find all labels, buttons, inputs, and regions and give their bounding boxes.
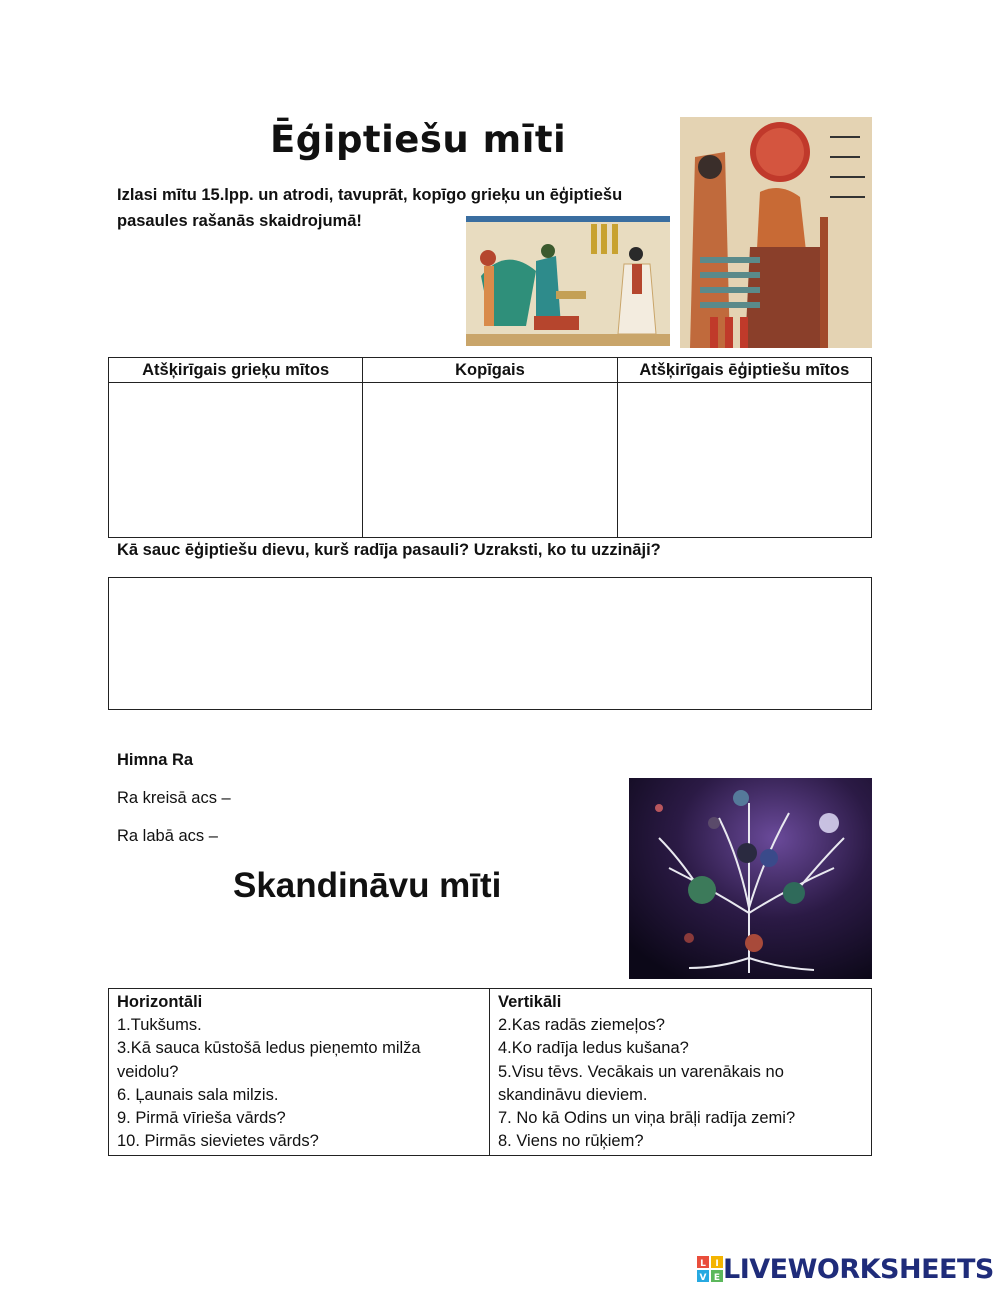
answer-cell-egyptian[interactable] (617, 383, 871, 538)
world-tree-image (629, 778, 872, 979)
badge-letter: I (715, 1259, 719, 1269)
answer-cell-greek[interactable] (109, 383, 363, 538)
page-title: Ēģiptiešu mīti (270, 118, 567, 161)
vertical-clues (490, 989, 872, 1156)
clue-item: 8. Viens no rūķiem? (498, 1132, 644, 1151)
answer-cell-common[interactable] (363, 383, 617, 538)
ra-right-eye-label: Ra labā acs – (117, 827, 218, 845)
header-egyptian-different: Atšķirīgais ēģiptiešu mītos (617, 358, 871, 383)
instruction-text: Izlasi mītu 15.lpp. un atrodi, tavuprāt, kopīgo grieķu un ēģiptiešu pasaules rašanās skaidrojumā! (117, 186, 623, 230)
horizontal-heading: Horizontāli (117, 993, 203, 1011)
clue-item: 6. Ļaunais sala milzis. (117, 1085, 279, 1104)
clue-item: 5.Visu tēvs. Vecākais un varenākais no skandināvu dieviem. (498, 1062, 784, 1104)
clue-item: 2.Kas radās ziemeļos? (498, 1016, 665, 1035)
question-text: Kā sauc ēģiptiešu dievu, kurš radīja pasauli? Uzraksti, ko tu uzzināji? (117, 541, 661, 559)
clue-item: 3.Kā sauca kūstošā ledus pieņemto milža veidolu? (117, 1039, 421, 1081)
clue-item: 1.Tukšums. (117, 1016, 202, 1035)
section-title-scandinavian: Skandināvu mīti (233, 866, 502, 905)
liveworksheets-logo[interactable] (697, 1254, 994, 1284)
badge-letter: L (700, 1259, 706, 1269)
egyptian-fresco-image (466, 216, 670, 346)
clue-item: 9. Pirmā vīrieša vārds? (117, 1109, 286, 1128)
vertical-heading: Vertikāli (498, 993, 562, 1011)
crossword-clues-table (108, 988, 872, 1156)
header-common: Kopīgais (363, 358, 617, 383)
logo-text: LIVEWORKSHEETS (723, 1253, 994, 1285)
badge-letter: V (699, 1273, 707, 1282)
horizontal-clues (109, 989, 490, 1156)
clue-item: 4.Ko radīja ledus kušana? (498, 1039, 689, 1058)
clue-item: 10. Pirmās sievietes vārds? (117, 1132, 319, 1151)
answer-box[interactable] (108, 577, 872, 710)
header-greek-different: Atšķirīgais grieķu mītos (109, 358, 363, 383)
ra-fresco-image (680, 117, 872, 348)
comparison-table (108, 357, 872, 538)
hymn-title: Himna Ra (117, 751, 194, 769)
clue-item: 7. No kā Odins un viņa brāļi radīja zemi? (498, 1109, 796, 1128)
logo-badge-icon (697, 1256, 723, 1282)
badge-letter: E (713, 1273, 721, 1282)
ra-left-eye-label: Ra kreisā acs – (117, 789, 231, 807)
